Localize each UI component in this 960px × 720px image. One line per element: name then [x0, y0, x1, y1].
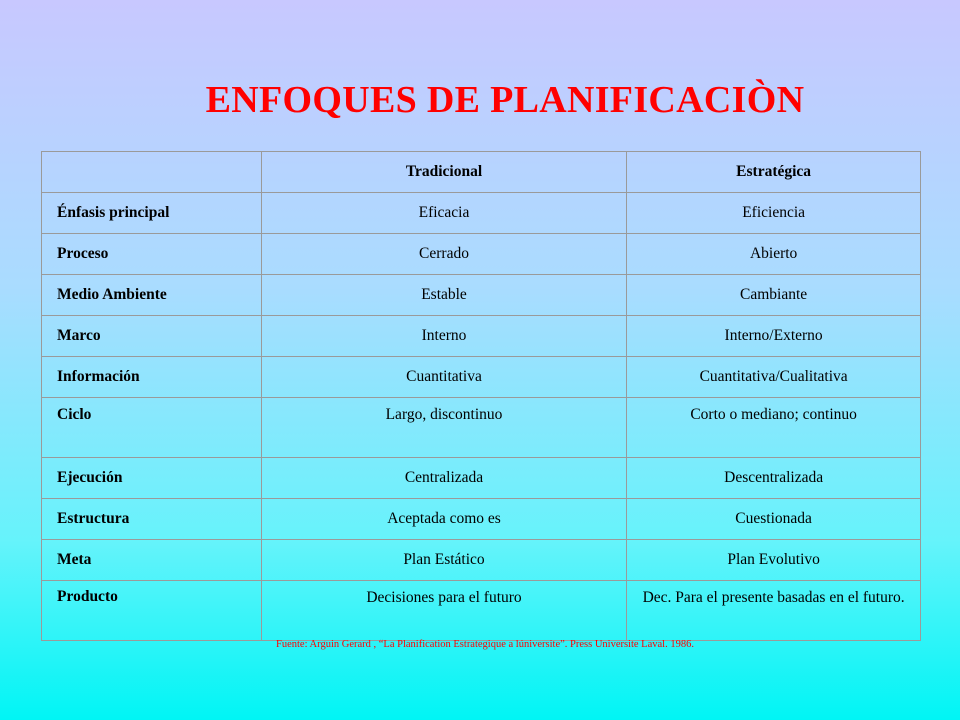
row-label: Producto [42, 581, 262, 641]
table-header-row [42, 152, 921, 193]
table-row [42, 234, 921, 275]
cell-estrategica: Plan Evolutivo [627, 540, 921, 581]
row-label: Medio Ambiente [42, 275, 262, 316]
table-row [42, 357, 921, 398]
row-label: Información [42, 357, 262, 398]
cell-tradicional: Centralizada [261, 458, 626, 499]
page-title: ENFOQUES DE PLANIFICACIÒN [205, 79, 805, 121]
table-row [42, 316, 921, 357]
cell-tradicional: Eficacia [261, 193, 626, 234]
cell-tradicional: Cuantitativa [261, 357, 626, 398]
header-estrategica: Estratégica [627, 152, 921, 193]
cell-estrategica: Cambiante [627, 275, 921, 316]
cell-tradicional: Cerrado [261, 234, 626, 275]
cell-estrategica: Cuantitativa/Cualitativa [627, 357, 921, 398]
cell-estrategica: Eficiencia [627, 193, 921, 234]
row-label: Proceso [42, 234, 262, 275]
row-label: Ejecución [42, 458, 262, 499]
row-label: Meta [42, 540, 262, 581]
table-row [42, 499, 921, 540]
cell-estrategica: Corto o mediano; continuo [627, 398, 921, 458]
cell-estrategica: Interno/Externo [627, 316, 921, 357]
cell-tradicional: Plan Estático [261, 540, 626, 581]
table-row [42, 581, 921, 641]
table-row [42, 398, 921, 458]
header-tradicional: Tradicional [261, 152, 626, 193]
cell-estrategica: Dec. Para el presente basadas en el futuro. [627, 581, 921, 641]
row-label: Ciclo [42, 398, 262, 458]
cell-estrategica: Descentralizada [627, 458, 921, 499]
cell-tradicional: Largo, discontinuo [261, 398, 626, 458]
table-row [42, 540, 921, 581]
table-row [42, 458, 921, 499]
cell-tradicional: Interno [261, 316, 626, 357]
cell-tradicional: Estable [261, 275, 626, 316]
table-row [42, 193, 921, 234]
cell-tradicional: Decisiones para el futuro [261, 581, 626, 641]
cell-estrategica: Abierto [627, 234, 921, 275]
comparison-table [41, 151, 921, 641]
cell-estrategica: Cuestionada [627, 499, 921, 540]
cell-tradicional: Aceptada como es [261, 499, 626, 540]
row-label: Marco [42, 316, 262, 357]
source-citation: Fuente: Arguin Gerard , “La Planification Estrategique a lúniversite”. Press Universite Laval. 1986. [276, 639, 694, 650]
row-label: Estructura [42, 499, 262, 540]
table-row [42, 275, 921, 316]
header-empty-cell [42, 152, 262, 193]
row-label: Énfasis principal [42, 193, 262, 234]
